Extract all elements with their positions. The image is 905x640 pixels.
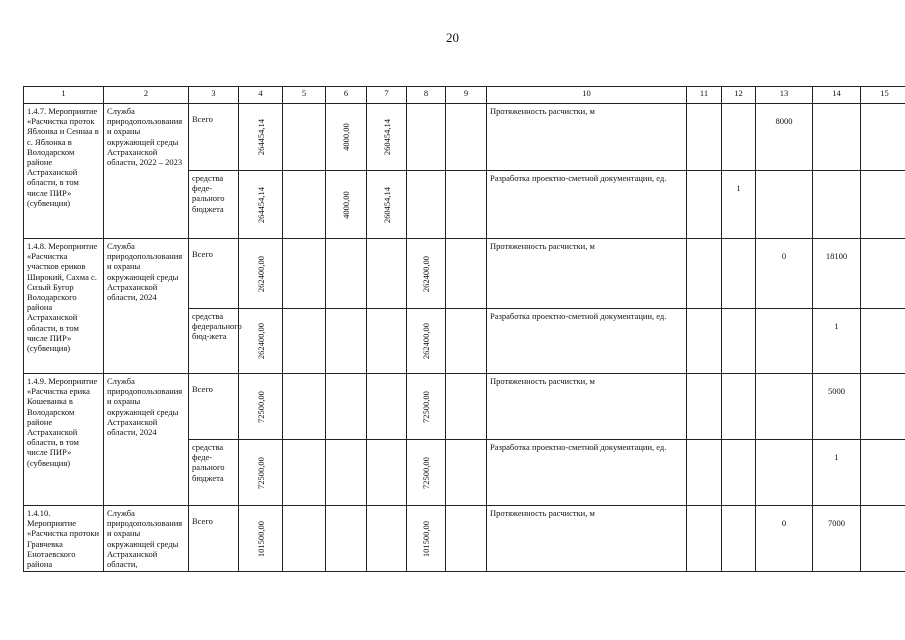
header-cell: 8	[407, 87, 446, 104]
table-row	[24, 374, 905, 440]
value-cell	[861, 309, 905, 374]
executor-cell: Служба природопользования и охраны окружающей среды Астраханской области, 2024	[104, 374, 189, 506]
amount-cell	[407, 171, 446, 239]
indicator-cell: Разработка проектно-сметной документации, ед.	[487, 440, 687, 506]
header-cell: 1	[24, 87, 104, 104]
value-cell	[722, 440, 756, 506]
source-cell: средства феде-рального бюджета	[189, 171, 239, 239]
amount-cell	[239, 309, 283, 374]
indicator-cell: Разработка проектно-сметной документации, ед.	[487, 309, 687, 374]
amount-cell	[367, 440, 407, 506]
header-cell: 6	[326, 87, 367, 104]
amount-value: 264454,14	[255, 186, 266, 223]
header-cell: 15	[861, 87, 905, 104]
executor-cell: Служба природопользования и охраны окружающей среды Астраханской области, 2022 – 2023	[104, 104, 189, 239]
amount-cell	[283, 440, 326, 506]
header-cell: 5	[283, 87, 326, 104]
amount-cell	[446, 171, 487, 239]
value-cell	[722, 506, 756, 572]
amount-cell	[407, 104, 446, 171]
indicator-cell: Протяженность расчистки, м	[487, 374, 687, 440]
value-cell	[861, 440, 905, 506]
header-row	[24, 87, 905, 104]
value-cell: 7000	[813, 506, 861, 572]
amount-cell	[283, 104, 326, 171]
amount-cell	[367, 309, 407, 374]
amount-cell	[239, 374, 283, 440]
value-cell	[861, 374, 905, 440]
amount-cell	[446, 506, 487, 572]
source-cell: Всего	[189, 374, 239, 440]
value-cell	[722, 309, 756, 374]
indicator-cell: Разработка проектно-сметной документации, ед.	[487, 171, 687, 239]
value-cell	[722, 374, 756, 440]
amount-cell	[283, 171, 326, 239]
amount-cell	[367, 239, 407, 309]
header-cell: 4	[239, 87, 283, 104]
amount-value: 4000,00	[340, 190, 351, 219]
amount-cell	[367, 506, 407, 572]
value-cell: 1	[813, 309, 861, 374]
source-cell: средства федерального бюд-жета	[189, 309, 239, 374]
amount-cell	[367, 104, 407, 171]
amount-cell	[239, 171, 283, 239]
source-cell: средства феде-рального бюджета	[189, 440, 239, 506]
amount-cell	[326, 440, 367, 506]
amount-cell	[446, 239, 487, 309]
value-cell	[722, 239, 756, 309]
amount-cell	[326, 309, 367, 374]
executor-cell: Служба природопользования и охраны окружающей среды Астраханской области,	[104, 506, 189, 572]
event-cell: 1.4.10. Мероприятие «Расчистка протоки Гравчевка Енотаевского района	[24, 506, 104, 572]
value-cell	[687, 309, 722, 374]
amount-cell	[283, 374, 326, 440]
event-cell: 1.4.9. Мероприятие «Расчистка ерика Кошеванка в Володарском районе Астраханской области, в том числе ПИР» (субвенция)	[24, 374, 104, 506]
value-cell	[813, 104, 861, 171]
amount-cell	[239, 104, 283, 171]
table-row	[24, 506, 905, 572]
amount-cell	[407, 506, 446, 572]
amount-cell	[367, 374, 407, 440]
value-cell: 1	[813, 440, 861, 506]
header-cell: 7	[367, 87, 407, 104]
header-cell: 11	[687, 87, 722, 104]
amount-value: 72500,00	[420, 456, 431, 489]
header-cell: 14	[813, 87, 861, 104]
amount-cell	[446, 374, 487, 440]
header-cell: 9	[446, 87, 487, 104]
amount-value: 72500,00	[255, 390, 266, 423]
amount-value: 262400,00	[255, 255, 266, 292]
source-cell: Всего	[189, 239, 239, 309]
amount-value: 72500,00	[420, 390, 431, 423]
value-cell	[756, 374, 813, 440]
amount-cell	[326, 506, 367, 572]
indicator-cell: Протяженность расчистки, м	[487, 239, 687, 309]
value-cell	[687, 440, 722, 506]
value-cell	[861, 171, 905, 239]
amount-cell	[326, 171, 367, 239]
amount-value: 264454,14	[255, 118, 266, 156]
value-cell	[861, 239, 905, 309]
indicator-cell: Протяженность расчистки, м	[487, 506, 687, 572]
value-cell	[861, 104, 905, 171]
amount-value: 260454,14	[381, 118, 392, 156]
value-cell	[756, 440, 813, 506]
value-cell	[813, 171, 861, 239]
value-cell	[687, 239, 722, 309]
source-cell: Всего	[189, 104, 239, 171]
amount-value: 101500,00	[255, 520, 266, 557]
page-number: 20	[446, 30, 459, 45]
value-cell: 1	[722, 171, 756, 239]
amount-value: 101500,00	[420, 520, 431, 557]
amount-cell	[326, 374, 367, 440]
value-cell	[687, 374, 722, 440]
value-cell	[756, 171, 813, 239]
event-cell: 1.4.8. Мероприятие «Расчистка участков ериков Широкий, Сахма с. Сизый Бугор Володарского района Астраханской области, в том числе ПИР» (субвенция)	[24, 239, 104, 374]
amount-cell	[407, 374, 446, 440]
amount-cell	[407, 309, 446, 374]
amount-value: 4000,00	[340, 123, 351, 151]
executor-cell: Служба природопользования и охраны окружающей среды Астраханской области, 2024	[104, 239, 189, 374]
amount-cell	[326, 104, 367, 171]
value-cell: 0	[756, 506, 813, 572]
header-cell: 3	[189, 87, 239, 104]
value-cell	[687, 506, 722, 572]
value-cell: 8000	[756, 104, 813, 171]
table-row	[24, 104, 905, 171]
table-row	[24, 239, 905, 309]
amount-value: 262400,00	[255, 322, 266, 360]
amount-cell	[239, 440, 283, 506]
amount-cell	[446, 440, 487, 506]
amount-cell	[407, 239, 446, 309]
source-cell: Всего	[189, 506, 239, 572]
value-cell	[722, 104, 756, 171]
amount-cell	[239, 239, 283, 309]
program-table	[23, 86, 905, 572]
amount-cell	[367, 171, 407, 239]
value-cell	[687, 104, 722, 171]
header-cell: 12	[722, 87, 756, 104]
amount-cell	[283, 309, 326, 374]
value-cell	[687, 171, 722, 239]
amount-cell	[326, 239, 367, 309]
header-cell: 13	[756, 87, 813, 104]
event-cell: 1.4.7. Мероприятие «Расчистка проток Яблонка и Сеннаа в с. Яблонка в Володарском районе Астраханской области, в том числе ПИР» (субвенция)	[24, 104, 104, 239]
amount-cell	[283, 239, 326, 309]
indicator-cell: Протяженность расчистки, м	[487, 104, 687, 171]
value-cell	[861, 506, 905, 572]
amount-cell	[446, 104, 487, 171]
amount-cell	[283, 506, 326, 572]
amount-value: 72500,00	[255, 456, 266, 489]
value-cell: 18100	[813, 239, 861, 309]
header-cell: 10	[487, 87, 687, 104]
amount-cell	[446, 309, 487, 374]
value-cell: 5000	[813, 374, 861, 440]
header-cell: 2	[104, 87, 189, 104]
value-cell	[756, 309, 813, 374]
amount-value: 262400,00	[420, 255, 431, 292]
amount-value: 260454,14	[381, 186, 392, 223]
amount-value: 262400,00	[420, 322, 431, 360]
value-cell: 0	[756, 239, 813, 309]
amount-cell	[239, 506, 283, 572]
amount-cell	[407, 440, 446, 506]
